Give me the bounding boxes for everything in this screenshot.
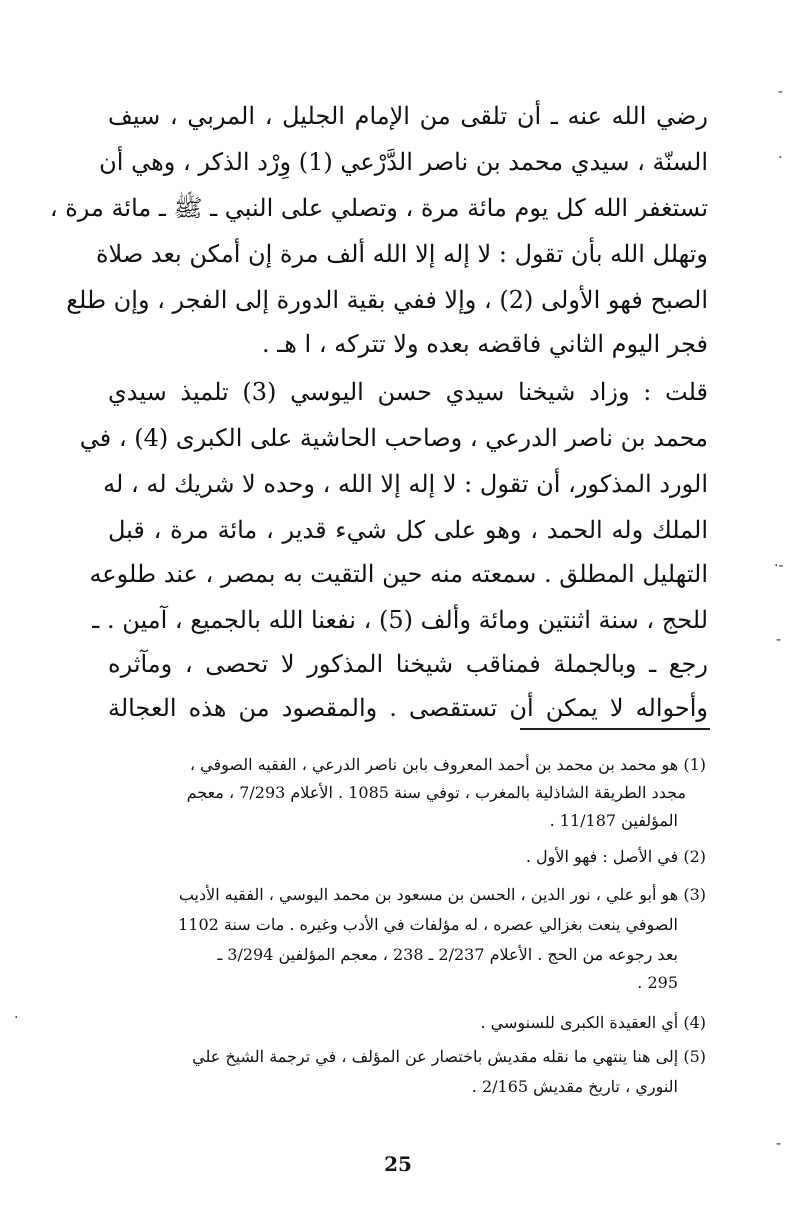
text-line: السنّة ، سيدي محمد بن ناصر الدَّرْعي (1) وِرْد الذكر ، وهي أن xyxy=(99,148,708,176)
footnote-3-line: الصوفي ينعت بغزالي عصره ، له مؤلفات في الأدب وغيره . مات سنة 1102 xyxy=(178,915,678,934)
footnote-5-line: (5) إلى هنا ينتهي ما نقله مقديش باختصار عن المؤلف ، في ترجمة الشيخ علي xyxy=(192,1047,706,1066)
footnote-1-line: مجدد الطريقة الشاذلية بالمغرب ، توفي سنة 1085 . الأعلام 7/293 ، معجم xyxy=(186,783,686,802)
margin-mark: ·- xyxy=(774,558,784,574)
footnote-separator xyxy=(520,728,710,730)
text-line: محمد بن ناصر الدرعي ، وصاحب الحاشية على الكبرى (4) ، في xyxy=(79,424,708,452)
footnote-1-line: المؤلفين 11/187 . xyxy=(549,811,678,830)
text-line: الورد المذكور، أن تقول : لا إله إلا الله ، وحده لا شريك له ، له xyxy=(103,470,708,498)
footnote-5-line: النوري ، تاريخ مقديش 2/165 . xyxy=(471,1077,678,1096)
footnote-3-line: 295 . xyxy=(637,973,678,992)
text-line: التهليل المطلق . سمعته منه حين التقيت به بمصر ، عند طلوعه xyxy=(89,560,708,588)
page-number: 25 xyxy=(384,1152,412,1176)
margin-mark: - xyxy=(778,84,784,100)
footnote-2-line: (2) في الأصل : فهو الأول . xyxy=(525,847,706,866)
margin-mark: · xyxy=(14,1010,19,1026)
footnote-3-line: بعد رجوعه من الحج . الأعلام 2/237 ـ 238 ، معجم المؤلفين 3/294 ـ xyxy=(217,945,678,964)
text-line: قلت : وزاد شيخنا سيدي حسن اليوسي (3) تلميذ سيدي xyxy=(108,378,708,406)
margin-mark: - xyxy=(776,632,782,648)
footnote-1-line: (1) هو محمد بن محمد بن أحمد المعروف بابن ناصر الدرعي ، الفقيه الصوفي ، xyxy=(189,755,706,774)
text-line: وتهلل الله بأن تقول : لا إله إلا الله ألف مرة إن أمكن بعد صلاة xyxy=(95,240,708,268)
text-line: الصبح فهو الأولى (2) ، وإلا ففي بقية الدورة إلى الفجر ، وإن طلع xyxy=(66,286,708,314)
text-line: رجع ـ وبالجملة فمناقب شيخنا المذكور لا تحصى ، ومآثره xyxy=(108,650,708,678)
text-line: رضي الله عنه ـ أن تلقى من الإمام الجليل ، المربي ، سيف xyxy=(108,102,708,130)
footnote-4-line: (4) أي العقيدة الكبرى للسنوسي . xyxy=(480,1013,706,1032)
text-line: الملك وله الحمد ، وهو على كل شيء قدير ، مائة مرة ، قبل xyxy=(108,516,708,544)
footnote-3-line: (3) هو أبو علي ، نور الدين ، الحسن بن مسعود بن محمد اليوسي ، الفقيه الأديب xyxy=(178,885,706,904)
text-line: تستغفر الله كل يوم مائة مرة ، وتصلي على النبي ـ ﷺ ـ مائة مرة ، xyxy=(49,194,708,222)
text-line: للحج ، سنة اثنتين ومائة وألف (5) ، نفعنا الله بالجميع ، آمين . ـ xyxy=(92,606,708,634)
text-line-last: فجر اليوم الثاني فاقضه بعده ولا تتركه ، ا هـ . xyxy=(261,330,708,358)
text-line: وأحواله لا يمكن أن تستقصى . والمقصود من هذه العجالة xyxy=(108,694,708,722)
margin-mark: - xyxy=(776,1136,782,1152)
margin-mark: · xyxy=(778,150,783,166)
